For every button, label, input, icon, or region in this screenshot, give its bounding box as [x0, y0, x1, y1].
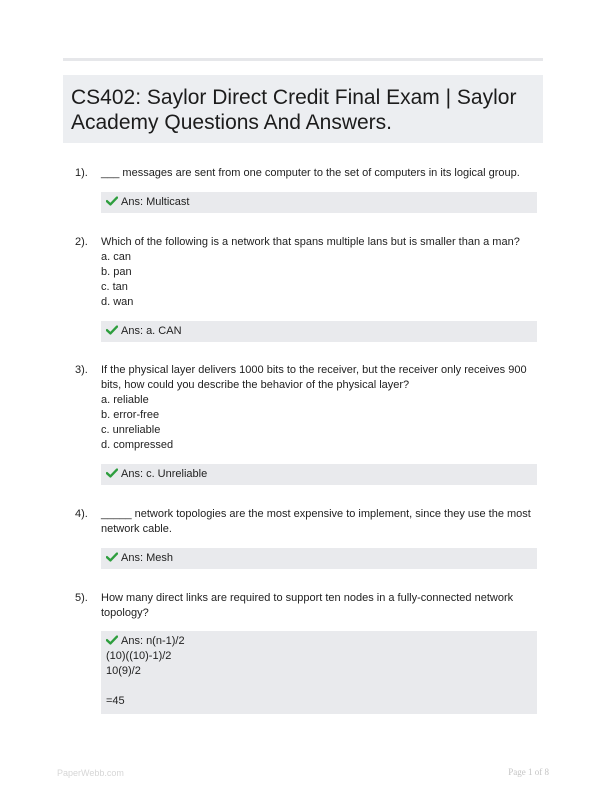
answer-option: c. tan [101, 281, 128, 293]
question-text: Which of the following is a network that spans multiple lans but is smaller than a man? [101, 236, 520, 248]
question-number: 5). [75, 592, 88, 604]
answer-line [106, 195, 532, 210]
question-text: How many direct links are required to support ten nodes in a fully-connected network topology? [101, 592, 514, 619]
question-text: ___ messages are sent from one computer to the set of computers in its logical group. [101, 167, 520, 179]
question-body [101, 235, 537, 342]
question-text: _____ network topologies are the most expensive to implement, since they use the most network cable. [101, 508, 531, 535]
question-number: 2). [75, 236, 88, 248]
answer-option: d. compressed [101, 439, 174, 451]
answer-option: a. reliable [101, 394, 149, 406]
answer-option: a. can [101, 251, 131, 263]
answer-box [101, 631, 537, 714]
answer-line [106, 467, 532, 482]
answer-text: Ans: n(n-1)/2 [121, 635, 185, 647]
answer-line [106, 551, 532, 566]
check-icon [106, 635, 118, 645]
check-icon [106, 552, 118, 562]
check-icon [106, 468, 118, 478]
answer-line [106, 634, 532, 649]
answer-option: b. pan [101, 266, 132, 278]
answer-option: b. error-free [101, 409, 160, 421]
page-number: Page 1 of 8 [508, 767, 549, 777]
answer-line [106, 679, 532, 694]
answer-box [101, 192, 537, 213]
answer-option: c. unreliable [101, 424, 161, 436]
check-icon [106, 196, 118, 206]
answer-line: 10(9)/2 [106, 665, 141, 677]
answer-box [101, 548, 537, 569]
top-divider [63, 58, 543, 61]
answer-text: Ans: Mesh [121, 552, 173, 564]
question-number: 1). [75, 167, 88, 179]
title-banner [63, 75, 543, 143]
page-title: CS402: Saylor Direct Credit Final Exam | Saylor Academy Questions And Answers. [71, 86, 517, 134]
answer-box [101, 464, 537, 485]
answer-text: Ans: c. Unreliable [121, 468, 208, 480]
question-body [101, 507, 537, 569]
answer-option: d. wan [101, 296, 134, 308]
answer-box [101, 321, 537, 342]
question-body [101, 166, 537, 213]
question-number: 4). [75, 508, 88, 520]
answer-line [106, 324, 532, 339]
check-icon [106, 325, 118, 335]
question-text: If the physical layer delivers 1000 bits to the receiver, but the receiver only receives 900 bits, how could you describe the behavior of the physical layer? [101, 364, 527, 391]
question-body [101, 591, 537, 714]
footer-watermark: PaperWebb.com [57, 768, 124, 778]
question-number: 3). [75, 364, 88, 376]
answer-text: Ans: Multicast [121, 196, 190, 208]
question-body [101, 363, 537, 485]
answer-line: (10)((10)-1)/2 [106, 650, 172, 662]
answer-text: Ans: a. CAN [121, 325, 182, 337]
answer-line: =45 [106, 695, 125, 707]
